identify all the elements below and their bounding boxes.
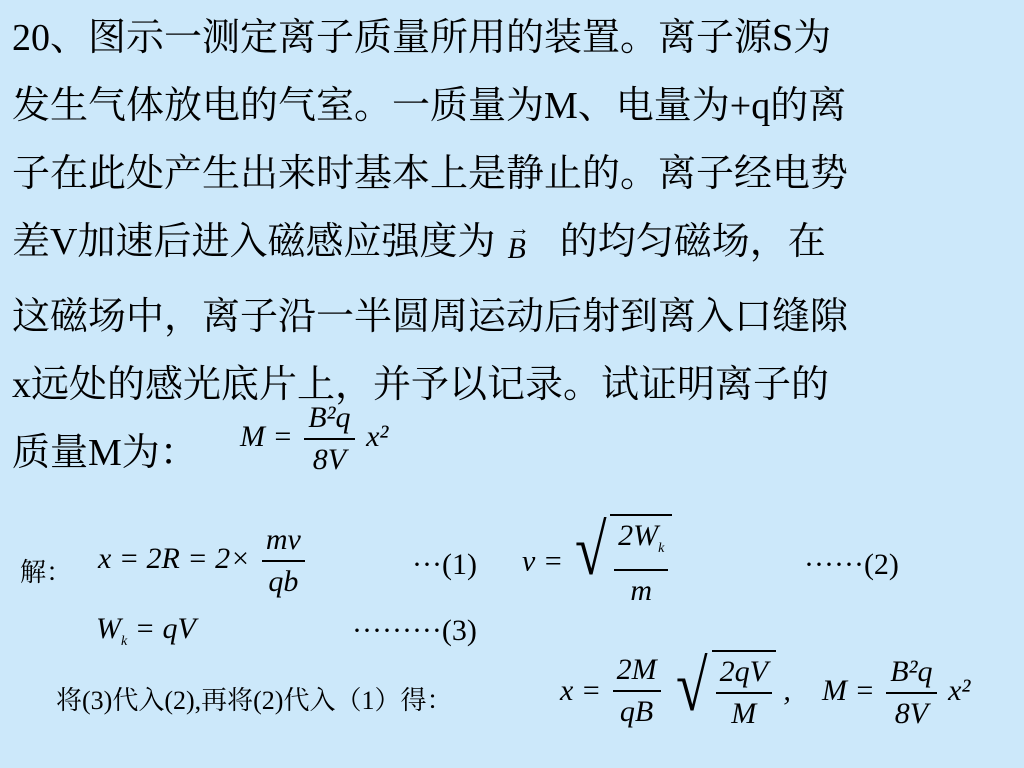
result-x-numerator: 2M — [613, 652, 661, 692]
problem-line-5: 这磁场中，离子沿一半圆周运动后射到离入口缝隙 — [12, 296, 849, 338]
problem-line-3: 子在此处产生出来时基本上是静止的。离子经电势 — [12, 153, 849, 195]
mass-formula-tail: x² — [366, 419, 389, 453]
equation-1-denominator: qb — [268, 565, 299, 598]
result-m-fraction — [886, 654, 936, 732]
result-x-lhs: x = — [560, 674, 602, 707]
equation-3-rhs: = qV — [127, 612, 196, 645]
problem-line-7: 质量M为： — [12, 432, 198, 474]
vector-letter: B — [507, 232, 526, 265]
problem-line-1: 20、图示一测定离子质量所用的装置。离子源S为 — [12, 17, 832, 59]
sqrt-radical-icon: √ — [574, 510, 607, 590]
sqrt-radical-icon: √ — [676, 646, 708, 726]
result-m-tail: x² — [948, 673, 971, 707]
mass-formula-numerator: B²q — [304, 400, 354, 440]
problem-line-4 — [12, 208, 1016, 283]
equation-2-radicand — [610, 514, 672, 609]
mass-formula — [240, 400, 388, 478]
vector-arrow: → — [509, 218, 530, 240]
equation-2-sqrt — [571, 510, 673, 609]
result-x-sqrt-numerator: 2qV — [716, 654, 772, 694]
result-x-formula — [560, 646, 791, 732]
solution-label: 解： — [20, 558, 73, 587]
problem-line-4-start: 差V加速后进入磁感应强度为 — [12, 221, 496, 263]
result-x-fraction — [613, 652, 661, 730]
equation-1-fraction — [262, 522, 305, 600]
result-x-sqrt-denominator: M — [731, 697, 757, 730]
result-x-comma: , — [783, 674, 791, 707]
problem-line-2: 发生气体放电的气室。一质量为M、电量为+q的离 — [12, 85, 847, 127]
equation-2-lhs: v = — [522, 544, 564, 578]
result-m-formula — [822, 654, 970, 732]
equation-1-numerator: mv — [262, 522, 305, 562]
result-m-numerator: B²q — [886, 654, 936, 694]
problem-line-4-end: 的均匀磁场，在 — [559, 221, 826, 263]
result-x-radicand — [712, 650, 776, 732]
equation-1 — [98, 522, 309, 600]
result-m-denominator: 8V — [894, 697, 929, 730]
substitution-text: 将(3)代入(2),再将(2)代入（1）得： — [56, 686, 453, 715]
result-x-denominator: qB — [619, 695, 654, 728]
mass-formula-fraction — [304, 400, 354, 478]
problem-line-6: x远处的感光底片上，并予以记录。试证明离子的 — [12, 364, 830, 406]
vector-b — [507, 215, 530, 283]
equation-3-w: W — [96, 612, 121, 645]
equation-3-subscript: k — [121, 634, 128, 649]
problem-text — [12, 4, 1016, 487]
equation-3-tag: ·········(3) — [352, 614, 477, 647]
equation-2 — [522, 510, 672, 609]
equation-1-tag: ···(1) — [412, 548, 477, 581]
equation-3 — [96, 612, 196, 650]
mass-formula-denominator: 8V — [312, 443, 347, 476]
equation-2-tag: ······(2) — [804, 548, 899, 581]
equation-2-numerator: $2W_k$ — [614, 518, 668, 571]
equation-1-lhs: x = 2R = 2× — [98, 541, 251, 575]
result-m-lhs: M = — [822, 673, 875, 707]
result-x-sqrt-fraction — [716, 654, 772, 732]
result-x-sqrt — [672, 646, 776, 732]
equation-2-denominator: m — [630, 574, 653, 607]
mass-formula-lhs: M = — [240, 419, 293, 453]
equation-2-fraction — [614, 518, 668, 609]
